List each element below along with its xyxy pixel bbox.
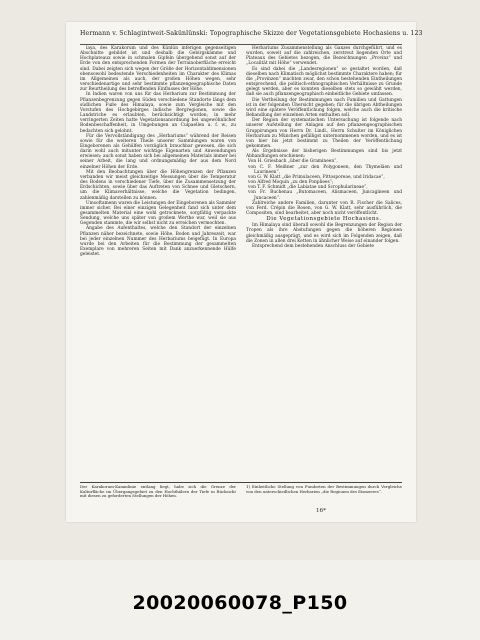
left-paragraph: Angabe des Aufenthaltes, welche den Standort der einzelnen Pflanzen näher bezeichnete, sowie Höhe, Boden und Jahreszeit, war bei jeder einzelnen Nummer des Herbariums beigefügt. In Europa wurde bei den Arbeiten für die Bestimmung der gesammelten Exemplare von mehreren Seiten mit Dank anzuerkennende Hülfe geleistet. <box>80 226 236 258</box>
archive-id-caption: 20020060078_P150 <box>132 592 348 614</box>
right-paragraph: Die Vertheilung der Bestimmungen nach Familien und Gattungen ist in der folgenden Übersicht gegeben; für die übrigen Abtheilungen wird eine spätere Veröffentlichung folgen, welche auch die kritische Behandlung der einzelnen Arten enthalten soll. <box>246 97 402 119</box>
left-paragraph: Mit den Beobachtungen über die Höhengrenzen der Pflanzen verbanden wir meist gleichzeitige Messungen über die Temperatur des Bodens in verschiedener Tiefe, über die Zusammensetzung der Erdschichten, sowie über das Auftreten von Schnee und Gletschern, um die Klimaverhältnisse, welche die Vegetation bedingen, zahlenmäßig darstellen zu können. <box>80 169 236 201</box>
publication-entry: von G. W. Klatt „die Primulaceen, Pittosporeae, und Iridacae“, <box>248 174 385 180</box>
running-header <box>80 30 423 45</box>
right-paragraph: Entsprechend dem bestehenden Anschluss der Gebiete <box>252 243 374 249</box>
publication-entry: Von H. Griesbach „über die Gramineen“, <box>248 159 338 165</box>
right-paragraph: Der Region der systematischen Untersuchung ist folgende nach unserer Aufstellung der Anlagen auf den pflanzengeographischen Gruppirungen von Herrn Dr. Lindl., Herrn Schulter im Königlichen Herbarium zu München gefälligst unternommenen worden, und es ist von hier bis jetzt bestimmt zu Theilen der Veröffentlichung gekommen. <box>246 118 402 149</box>
running-header-title: Hermann v. Schlagintweit-Sakünlünski: Topographische Skizze der Vegetationsgebiete Hochasiens u. 123 <box>80 30 423 37</box>
right-paragraph: Zahlreiche andere Familien, darunter von R. Fischer die Salices, von Ferd. Crépin die Rosen, von G. W. Klatt, sehr ausführlich, die Compositen, sind bearbeitet, aber noch nicht veröffentlicht. <box>246 200 402 216</box>
text-columns <box>80 46 402 478</box>
left-paragraph: Für die Vervollständigung des „Herbariums“ während der Reisen sowie für die weiteren Theile unserer Sammlungen waren von Eingeborenen als Gehülfen vorzüglich brauchbar gewesen, die sich darin wohl auch mitunter wichtige Eigenarten und Anwendungen erwiesen; auch sonst haben sich bei allgemeinen Materials immer bei seiner Arbeit, die lang und ordnungsmäßig der aus dem Nord einzelner Höhen der Erde. <box>80 133 236 170</box>
footnote-divider <box>80 482 402 483</box>
publication-entry: von Alfred Moquin „zu den Ponpliees“; <box>248 180 334 186</box>
right-column <box>246 46 402 478</box>
right-paragraph: Als Ergebnisse der bisherigen Bestimmungen sind bis jetzt Abhandlungen erschienen: <box>246 149 402 160</box>
publication-entry: von C. F. Meißner „zur den Polygoneen, den Thymeläen und Laurineen“, <box>248 164 402 175</box>
book-page <box>66 22 423 522</box>
signature-mark: 16* <box>316 508 326 514</box>
footnote-right: 1) Einheitliche Stellung von Fundorten der Bestimmungen durch Vergleiche von den unterschiedlichen Herbarien „die Regionen des Eismeeres“. <box>246 484 402 494</box>
right-paragraph: Es sind dabei die „Landesregionen“ so gestaltet worden, daß dieselben nach Klimatisch möglichst bestimmte Charaktere haben; für die „Provinzen“ machten zwar, den schon bestehenden Eintheilungen entsprechend, die politisch-ethnographischen Verhältnisse zu Grunde gelegt werden, aber es konnten dieselben stets so gewählt werden, daß sie auch pflanzengeographisch einheitliche Gebiete umfassen. <box>246 66 402 98</box>
right-paragraph: Herbariums Zusammenstellung als Ganzes durchgeführt, und es wurden, soweit auf die zahlreichen, zerstreut liegenden Orte und Plateaux des Gebietes bezogen, die Bezeichnungen „Provinz“ und „Localität mit Höhe“ verwendet. <box>246 46 402 67</box>
right-paragraph: Im Himalaya sind überall sowohl die Begrenzungen der Region der Tropen als ihre Abstufungen gegen die höheren Regionen gleichmäßig ausgeprägt, und es wird sich im Folgenden zeigen, daß die Zonen in allen drei Ketten in ähnlicher Weise auf einander folgen. <box>246 223 402 244</box>
left-paragraph: In Indien waren von uns für das Herbarium zur Bestimmung der Pflanzenbegrenzung gegen Süden verschiedene Standorte längs dem südlichen Fuße des Himalaya, sowie zum Vergleiche mit den Vorstufen des Hochgebirges indische Bergregionen, sowie die Landstriche es erlaubten, berücksichtigt worden; in mehr verringerten Zeiten hatte Vegetationsanordnung bei ungewöhnlicher Bodenbeschaffenheit, in Umgebungen an Culpaellen u. f. w., zu bedachten sich gelohnt. <box>80 92 236 134</box>
left-paragraph: Umsoftamenn waren die Leistungen der Eingeborenen als Sammler immer sicher. Bei einer einzigen Gelegenheit fand sich unter dem gesammelten Material eine wohl getrocknete, sorgfältig verpackte Sendung, welche uns später von großem Werthe war, weil sie aus Gegenden stammte, die wir selbst nicht zu erreichen vermochten. <box>80 200 236 227</box>
footnote-left: Der Karakorum-Kammlinie entlang liegt, habe sich die Grenze der Kulturfläche im Übergangsgebiet zu den Hochthälern der Tiefe in Rücksicht mit diesen zu geforderten Stellungen der Höhen. <box>80 484 236 499</box>
left-paragraph: laya, des Karakorum und des Künlün inferigen gegenseitigen Abschnitte gebildet ist und deshalb die Gebirgskämme und Hochplateaux sowie in schmalen Gipfeln übergehend sonst auf der Erde von den entsprechenden Formen der Terrainoberfläche erreicht sind. Dabei zeigten sich wegen der Größe der Horizontaldimensionen ebensowohl bedeutende Verschiedenheiten im Charakter des Klimas im Allgemeinen als auch, der großen Höhen wegen, sehr verschiedenartige und sehr bestimmte pflanzengeographische Daten zur Beurtheilung des betreffenden Einflusses der Höhe. <box>80 46 236 93</box>
left-column <box>80 46 236 478</box>
publication-entry: von Fr. Buchenau „Butomaceen, Alismaceen, Juncagineen und Juncaceen“. <box>248 190 402 201</box>
section-heading: Die Vegetationsgebiete Hochasiens. <box>266 216 382 223</box>
publication-entry: von T. F. Schmidt „die Labiatae und Scrophularineae“, <box>248 185 368 191</box>
